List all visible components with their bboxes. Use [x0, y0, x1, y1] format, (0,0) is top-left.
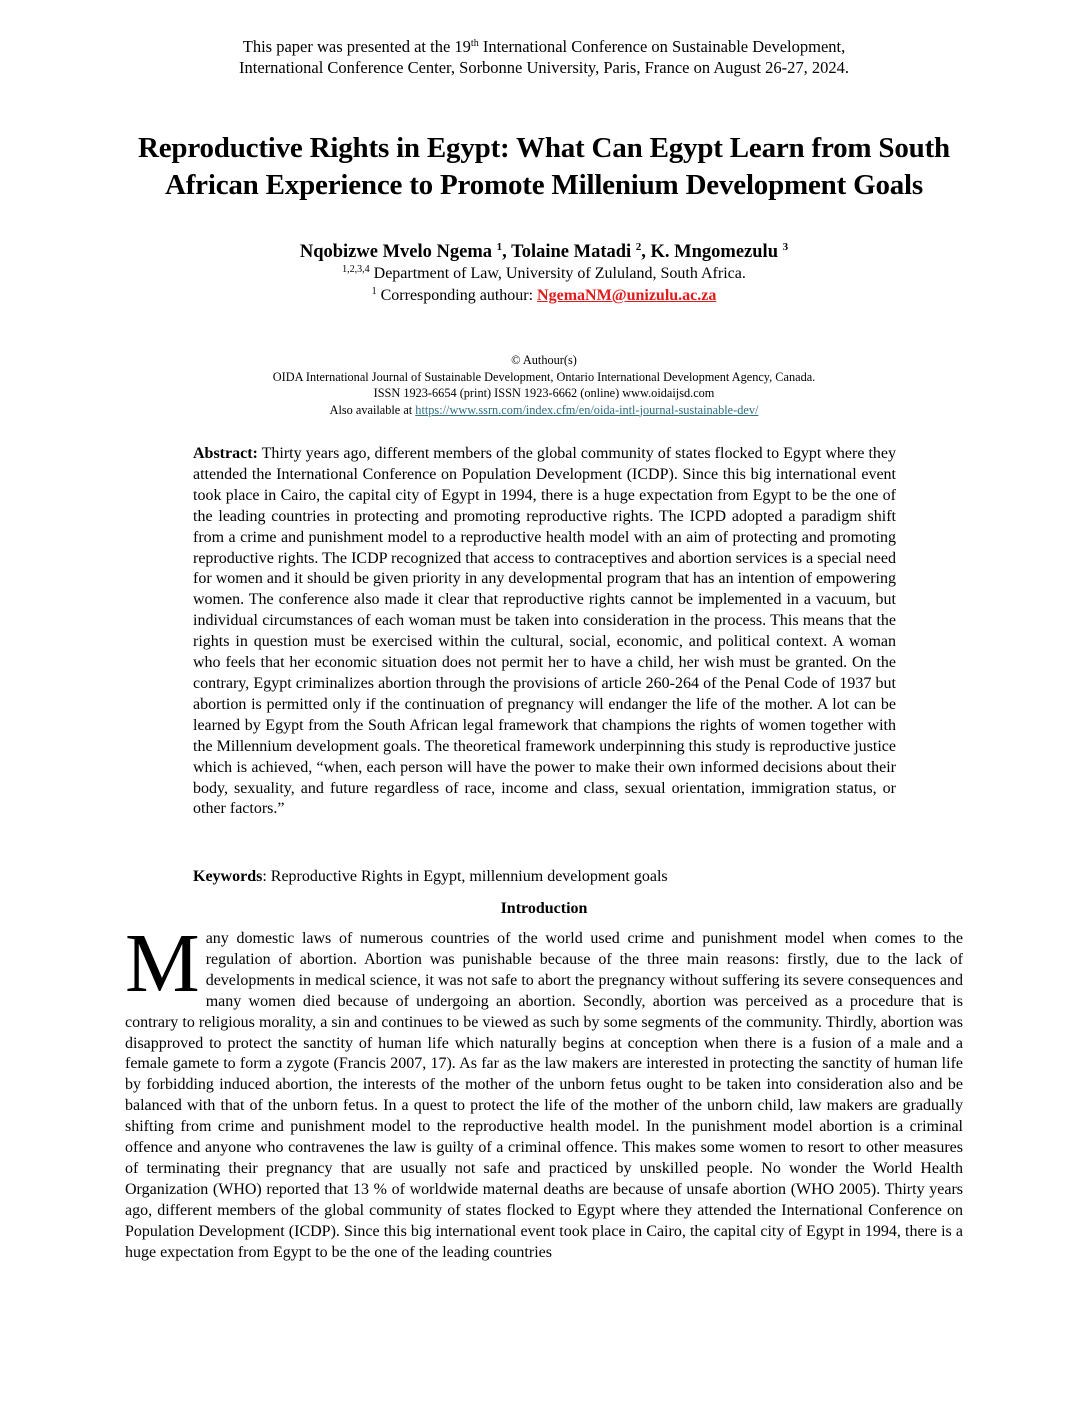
affiliation-text: Department of Law, University of Zululand, South Africa. — [369, 265, 746, 282]
abstract-label: Abstract: — [193, 445, 258, 462]
keywords-text: : Reproductive Rights in Egypt, millennium development goals — [262, 868, 668, 885]
drop-cap-letter: M — [125, 917, 200, 1010]
introduction-paragraph — [125, 917, 963, 1264]
introduction-text: any domestic laws of numerous countries of the world used crime and punishment model when comes to the regulation of abortion. Abortion was punishable because of the three main reasons: firstly, due to the lack of developments in medical science, it was not safe to abort the pregnancy without suffering its severe consequences and many women died because of undergoing an abortion. Secondly, abortion was perceived as a procedure that is contrary to religious morality, a sin and continues to be viewed as such by some segments of the community. Thirdly, abortion was disapproved to protect the sanctity of human life which naturally begins at conception when there is a fusion of a male and a female gamete to form a zygote (Francis 2007, 17). As far as the law makers are interested in protecting the sanctity of human life by forbidding induced abortion, the interests of the mother of the unborn fetus ought to be taken into consideration also and be balanced with that of the unborn fetus. In a quest to protect the life of the mother of the unborn child, law makers are gradually shifting from crime and punishment model to the reproductive health model. In the punishment model abortion is a criminal offence and anyone who contravenes the law is guilty of a criminal offence. This makes some women to resort to other measures of terminating their pregnancy that are usually not safe and practiced by unskilled people. No wonder the World Health Organization (WHO) reported that 13 % of worldwide maternal deaths are because of unsafe abortion (WHO 2005). Thirty years ago, different members of the global community of states flocked to Egypt where they attended the International Conference on Population Development (ICDP). Since this big international event took place in Cairo, the capital city of Egypt in 1994, there is a huge expectation from Egypt to be the one of the leading countries — [125, 930, 963, 1261]
conference-note-text: This paper was presented at the 19 — [242, 37, 471, 56]
corresponding-email-link[interactable]: NgemaNM@unizulu.ac.za — [537, 287, 717, 304]
author-name: K. Mngomezulu — [650, 242, 778, 262]
issn-line: ISSN 1923-6654 (print) ISSN 1923-6662 (online) www.oidaijsd.com — [373, 386, 715, 400]
author-list — [0, 240, 1088, 264]
affiliation-block — [0, 263, 1088, 307]
author-affiliation-mark: 2 — [635, 241, 642, 253]
journal-name: OIDA International Journal of Sustainable Development, Ontario International Development Agency, Canada. — [272, 369, 816, 384]
corresponding-author-line — [0, 285, 1088, 307]
author-affiliation-mark: 3 — [782, 241, 789, 253]
author-name: Nqobizwe Mvelo Ngema — [299, 242, 493, 262]
ssrn-link[interactable]: https://www.ssrn.com/index.cfm/en/oida-intl-journal-sustainable-dev/ — [415, 402, 759, 417]
conference-note — [0, 36, 1088, 78]
abstract-paragraph — [193, 444, 896, 820]
conference-note-line-1 — [0, 36, 1088, 57]
copyright-line: © Authour(s) — [511, 353, 577, 367]
author-separator: , — [502, 242, 512, 262]
ordinal-superscript: th — [470, 38, 479, 49]
introduction-heading: Introduction — [500, 900, 588, 917]
paper-title: Reproductive Rights in Egypt: What Can Egypt Learn from South African Experience to Promote Millenium Development Goals — [138, 132, 950, 201]
affiliation-line — [0, 263, 1088, 285]
author-separator: , — [641, 242, 651, 262]
journal-info — [0, 352, 1088, 418]
corresponding-label: Corresponding authour: — [376, 287, 538, 304]
abstract-text: Thirty years ago, different members of the global community of states flocked to Egypt where they attended the International Conference on Population Development (ICDP). Since this big international event took place in Cairo, the capital city of Egypt in 1994, there is a huge expectation from Egypt to be the one of the leading countries in protecting and promoting reproductive rights. The ICPD adopted a paradigm shift from a crime and punishment model to a reproductive health model with an aim of protecting and promoting reproductive rights. The ICDP recognized that access to contraceptives and abortion services is a special need for women and it should be given priority in any developmental program that has an intention of empowering women. The conference also made it clear that reproductive rights cannot be implemented in a vacuum, but individual circumstances of each woman must be taken into consideration in the process. This means that the rights in question must be exercised within the cultural, social, economic, and political context. A woman who feels that her economic situation does not permit her to have a child, her wish must be granted. On the contrary, Egypt criminalizes abortion through the provisions of article 260-264 of the Penal Code of 1937 but abortion is permitted only if the continuation of pregnancy will endanger the life of the mother. A lot can be learned by Egypt from the South African legal framework that champions the rights of women together with the Millennium development goals. The theoretical framework underpinning this study is reproductive justice which is achieved, “when, each person will have the power to make their own informed decisions about their body, sexuality, and future regardless of race, income and class, sexual orientation, immigration status, or other factors.” — [193, 445, 896, 818]
conference-note-line-2: International Conference Center, Sorbonne University, Paris, France on August 26-27, 2024. — [238, 58, 849, 77]
keywords-line — [193, 866, 896, 887]
also-available-label: Also available at — [329, 402, 416, 417]
affiliation-marks: 1,2,3,4 — [342, 264, 370, 275]
author-affiliation-mark: 1 — [496, 241, 503, 253]
conference-note-text: International Conference on Sustainable Development, — [478, 37, 846, 56]
author-name: Tolaine Matadi — [511, 242, 632, 262]
keywords-label: Keywords — [193, 868, 263, 885]
corresponding-mark: 1 — [371, 286, 377, 297]
also-available-line — [0, 402, 1088, 419]
